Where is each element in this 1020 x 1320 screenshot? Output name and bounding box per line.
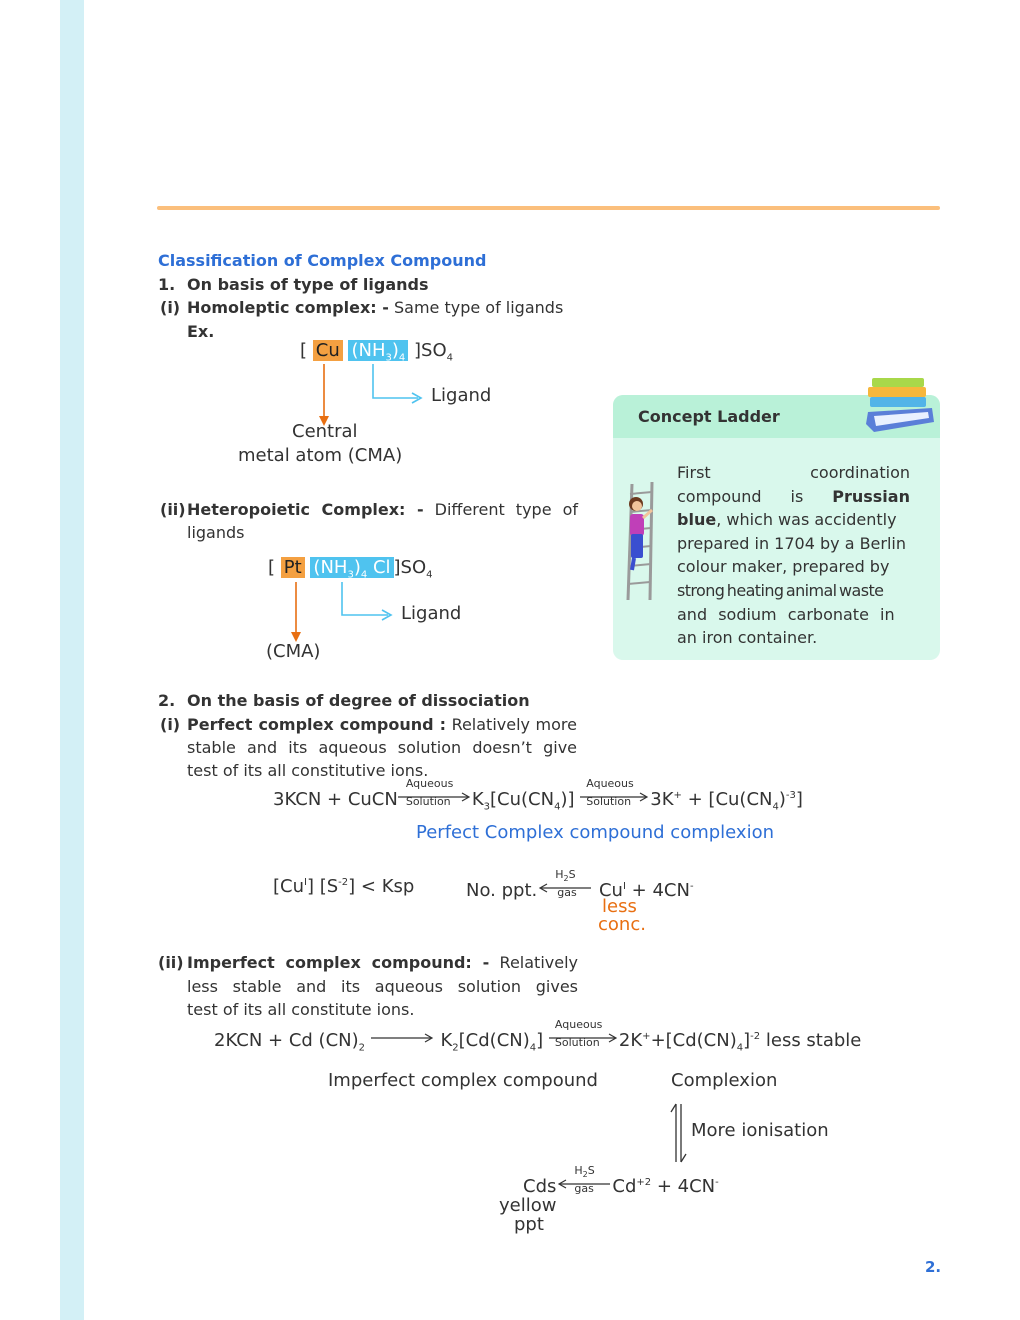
ladder-girl-icon [620, 478, 664, 604]
label-complexion: Complexion [671, 1070, 778, 1091]
s2-number: 2. [158, 691, 176, 710]
s1-i-text [187, 298, 563, 317]
s1-ii-desc-line2: ligands [187, 523, 245, 542]
s2-ii-marker: (ii) [158, 953, 184, 972]
formula-rest: ]SO [414, 340, 447, 361]
ligand-label-1: Ligand [431, 385, 492, 406]
homoleptic-formula: [ Cu $(NH_3)_4$ ]$SO_4$ [300, 340, 454, 364]
equilibrium-arrows-icon [668, 1100, 690, 1166]
bracket-open: [ [300, 340, 308, 361]
equation-2-ksp: $[Cu^I] [S^{-2}]$ < Ksp [273, 876, 415, 897]
equation-3: 2KCN + Cd $(CN)_2$ $K_2[Cd(CN)_4]$ Aqueous Solution $2K^++[Cd(CN)_4]^{-2}$ less stable [214, 1018, 862, 1054]
metal-pt: Pt [281, 557, 305, 578]
s2-i-line2: stable and its aqueous solution doesn’t give [187, 738, 577, 757]
section-title: Classification of Complex Compound [158, 251, 487, 270]
ligand-label-2: Ligand [401, 603, 462, 624]
s1-i-title: Homoleptic complex: - [187, 298, 389, 317]
label-imperfect: Imperfect complex compound [328, 1070, 598, 1091]
books-icon [862, 374, 940, 438]
header-rule [157, 206, 940, 210]
s2-ii-line1: Imperfect complex compound: - Relatively [187, 953, 578, 972]
ligand-nh3-cl: $(NH_3)_4$ Cl [310, 557, 393, 578]
equation-1: 3KCN + CuCN Aqueous Solution $K_3[Cu(CN_4)]$ Aqueous Solution $3K^+ + [Cu(CN_4)^{-3}]$ [273, 777, 803, 813]
equation-4: Cds $H_2S$ gas $Cd^{+2} + 4CN^-$ [523, 1164, 719, 1197]
equation-2-noppt: No. ppt. $H_2S$ gas $Cu^I + 4CN^-$ [466, 868, 694, 901]
plain-arrow [371, 1026, 435, 1046]
s1-number: 1. [158, 275, 176, 294]
heteroleptic-formula: [ Pt $(NH_3)_4$ Cl ]$SO_4$ [268, 557, 433, 581]
cma-label-2: (CMA) [266, 641, 321, 662]
concept-ladder-text: First coordination compound is Prussian blue, which was accidently prepared in 1704 by a Berlin colour maker, prepared by strong heating animal waste and sodium carbonate in an iron container. [677, 463, 910, 648]
side-strip [60, 0, 84, 1320]
concept-ladder-title: Concept Ladder [638, 407, 780, 426]
ligand-nh3: $(NH_3)_4$ [348, 340, 408, 361]
s1-ii-marker: (ii) [160, 500, 186, 519]
s1-i-marker: (i) [160, 298, 181, 317]
aqueous-arrow-2: Aqueous Solution [580, 785, 650, 805]
s2-ii-line2: less stable and its aqueous solution gives [187, 977, 578, 996]
s2-i-marker: (i) [160, 715, 181, 734]
s1-ii-text [187, 500, 578, 519]
metal-cu: Cu [313, 340, 343, 361]
s1-ii-desc: Different type of [423, 500, 579, 519]
s1-ii-title: Heteropoietic Complex: - [187, 500, 424, 519]
s2-ii-line3: test of its all constitute ions. [187, 1000, 415, 1019]
s2-title: On the basis of degree of dissociation [187, 691, 530, 710]
homoleptic-arrows [300, 360, 440, 430]
page-number: 2. [925, 1258, 942, 1276]
eq1-caption: Perfect Complex compound complexion [416, 822, 774, 843]
cma-label-line2: metal atom (CMA) [238, 445, 403, 466]
heteroleptic-arrows [268, 578, 408, 648]
conc-label: conc. [598, 914, 646, 935]
more-ionisation-label: More ionisation [691, 1120, 829, 1141]
aqueous-arrow-3: Aqueous Solution [549, 1026, 619, 1046]
yellow-label: yellow [499, 1195, 557, 1216]
s1-i-desc: Same type of ligands [388, 298, 564, 317]
h2s-arrow-1: $H_2S$ gas [537, 876, 593, 896]
less-label: less [602, 896, 637, 917]
aqueous-arrow-1: Aqueous Solution [398, 785, 472, 805]
ppt-label: ppt [514, 1214, 544, 1235]
s2-i-line3: test of its all constitutive ions. [187, 761, 429, 780]
s1-title: On basis of type of ligands [187, 275, 429, 294]
s2-i-line1: Perfect complex compound : Relatively more [187, 715, 578, 734]
example-label: Ex. [187, 322, 215, 341]
h2s-arrow-2: $H_2S$ gas [556, 1172, 612, 1192]
cma-label-line1: Central [292, 421, 358, 442]
